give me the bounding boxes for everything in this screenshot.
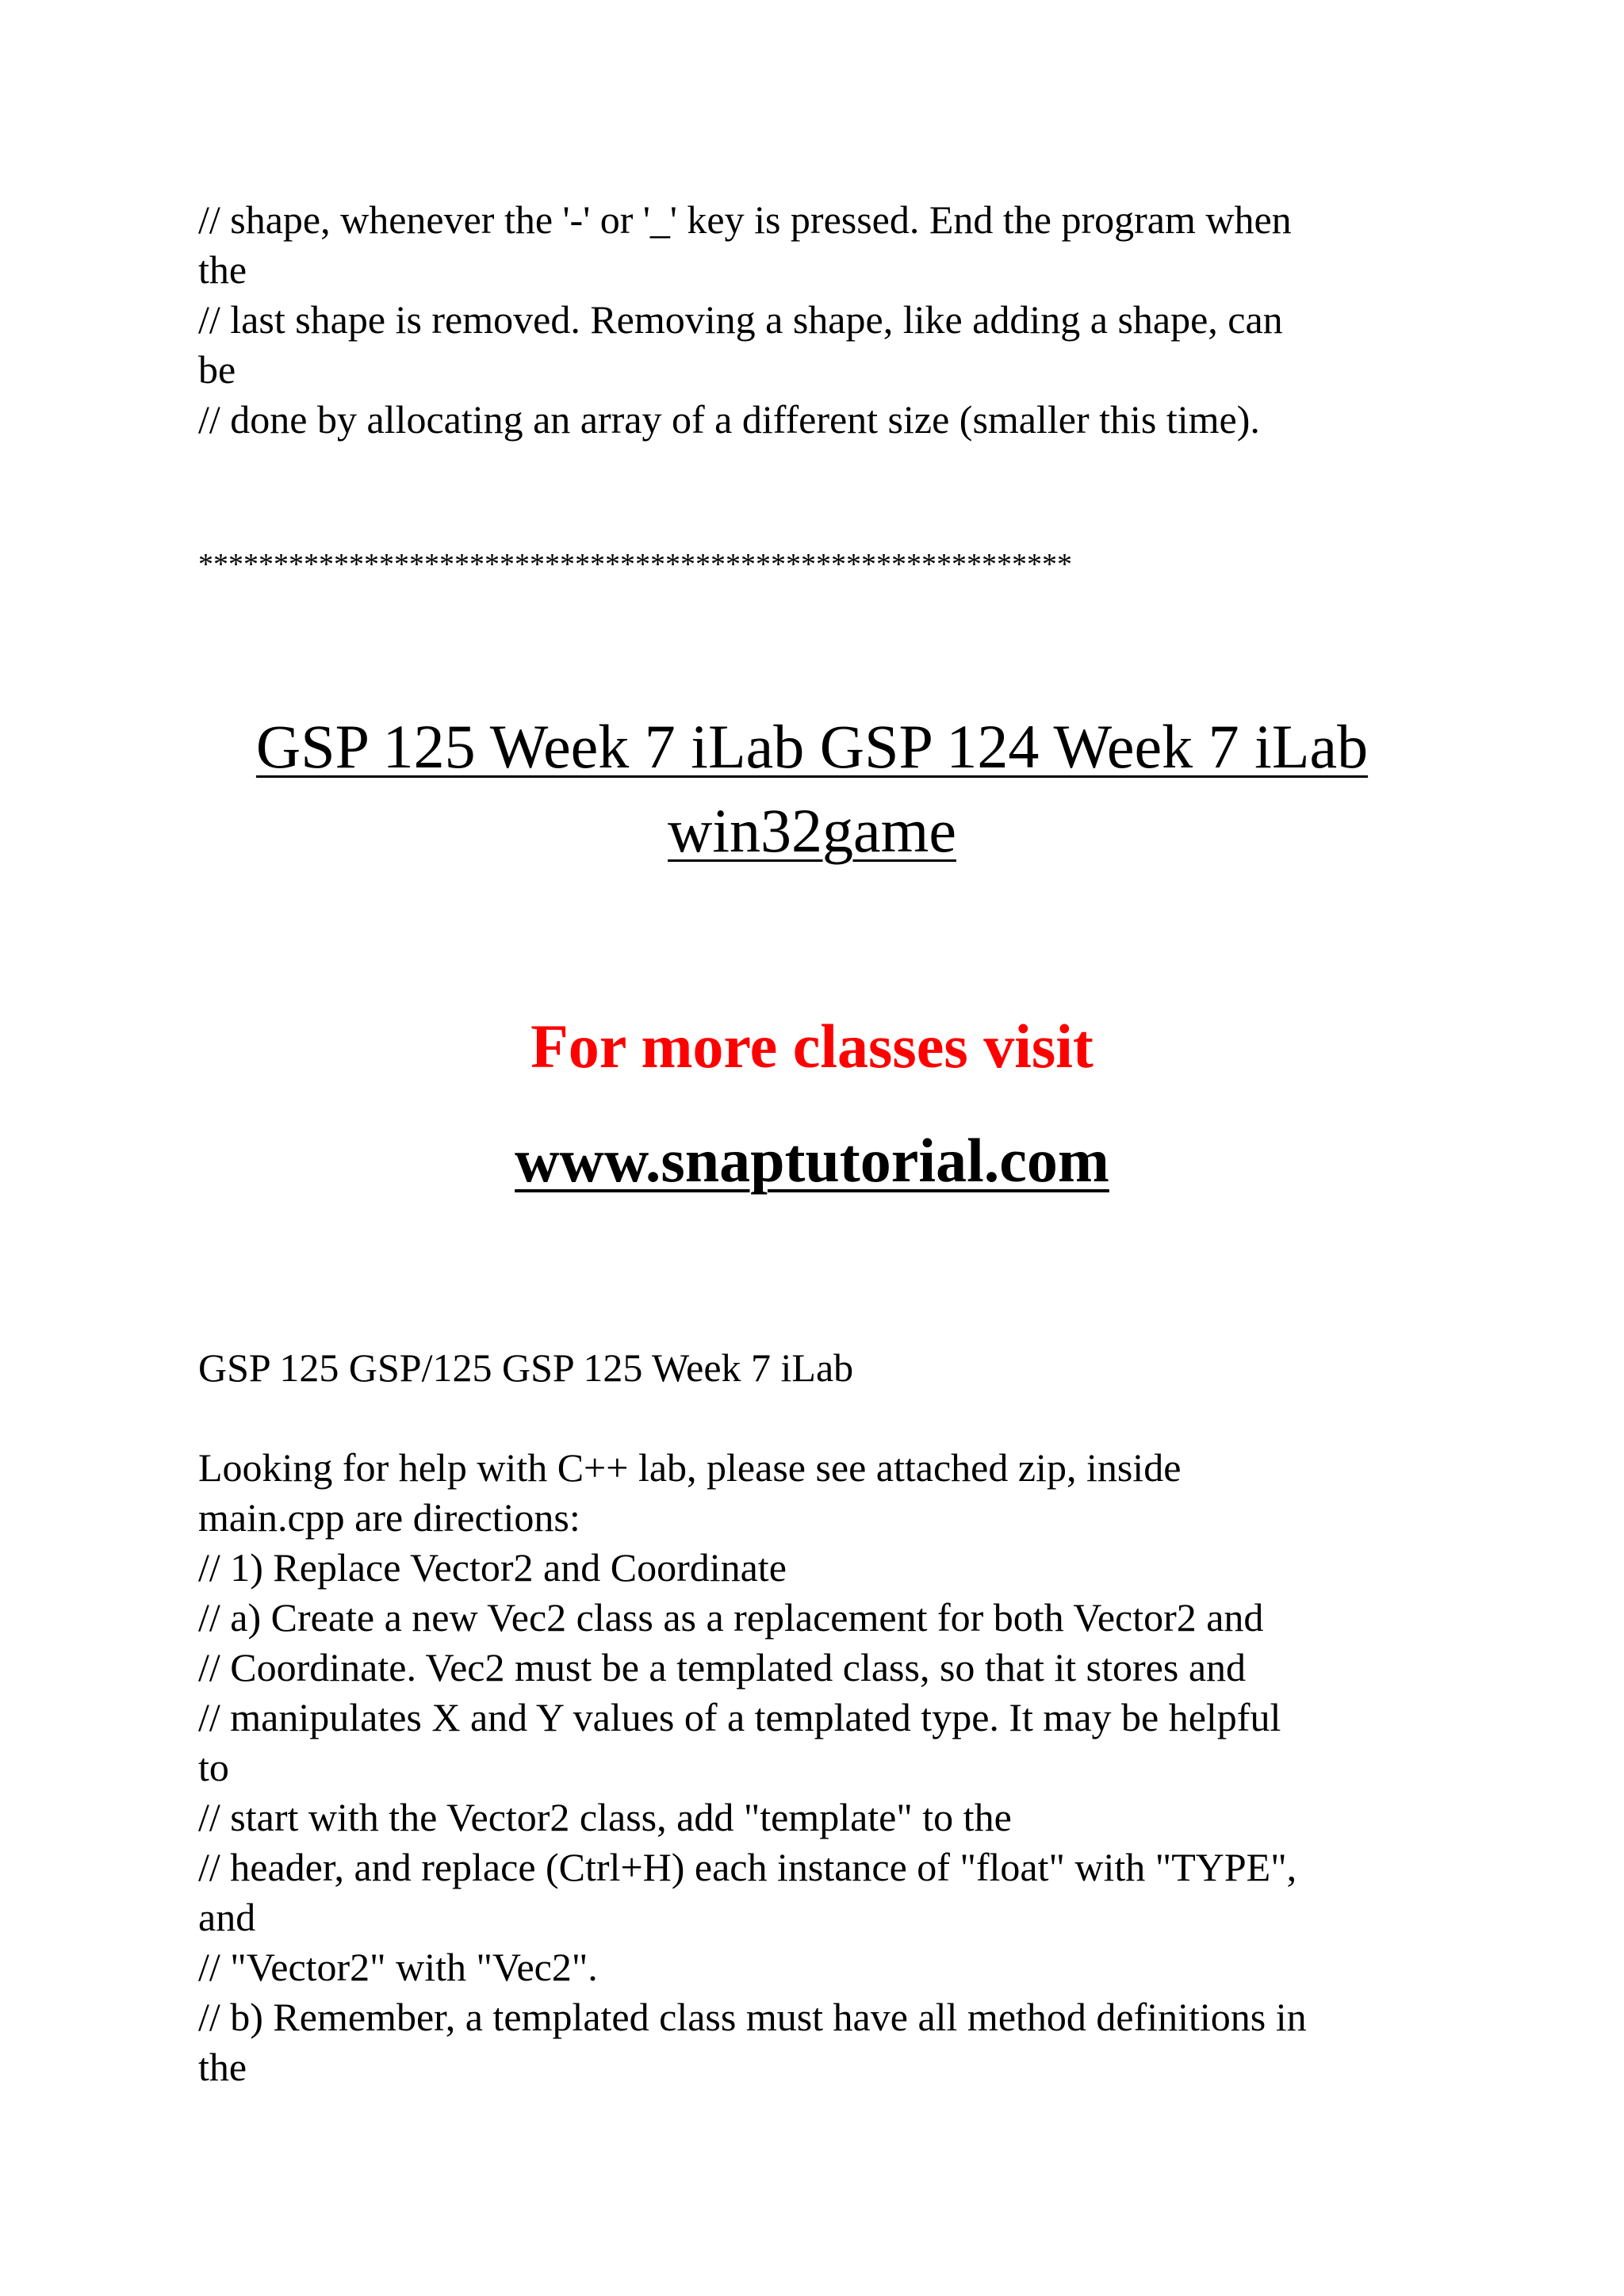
separator-line: ********************************************************** [198, 548, 1072, 581]
text-line: // shape, whenever the '-' or '_' key is pressed. End the program when [198, 197, 1292, 242]
text-line: and [198, 1895, 256, 1939]
text-line: the [198, 247, 247, 292]
text-line: // "Vector2" with "Vec2". [198, 1945, 598, 1989]
text-line: to [198, 1745, 229, 1789]
promo-url-link[interactable]: www.snaptutorial.com [515, 1126, 1109, 1195]
directions-paragraph [198, 1443, 1435, 2092]
title-text: win32game [668, 796, 956, 865]
promo-heading: For more classes visit [530, 1012, 1094, 1081]
text-line: be [198, 347, 236, 392]
promo-url-container [0, 1121, 1624, 1200]
text-line: main.cpp are directions: [198, 1495, 580, 1540]
text-line: GSP 125 GSP/125 GSP 125 Week 7 iLab [198, 1345, 854, 1390]
text-line: Looking for help with C++ lab, please see attached zip, inside [198, 1445, 1182, 1490]
document-title-line-1 [0, 706, 1624, 788]
title-text: GSP 125 Week 7 iLab GSP 124 Week 7 iLab [255, 712, 1369, 781]
text-line: the [198, 2045, 247, 2089]
text-line: // 1) Replace Vector2 and Coordinate [198, 1545, 787, 1590]
intro-paragraph [198, 195, 1435, 445]
document-title-line-2 [0, 790, 1624, 872]
text-line: // last shape is removed. Removing a shape, like adding a shape, can [198, 297, 1283, 342]
course-line [198, 1343, 1435, 1393]
text-line: // start with the Vector2 class, add "template" to the [198, 1795, 1012, 1839]
text-line: // manipulates X and Y values of a templated type. It may be helpful [198, 1695, 1281, 1739]
text-line: // b) Remember, a templated class must have all method definitions in [198, 1995, 1307, 2039]
text-line: // Coordinate. Vec2 must be a templated class, so that it stores and [198, 1645, 1247, 1689]
text-line: // a) Create a new Vec2 class as a replacement for both Vector2 and [198, 1595, 1264, 1640]
text-line: // header, and replace (Ctrl+H) each instance of "float" with "TYPE", [198, 1845, 1297, 1889]
text-line: // done by allocating an array of a different size (smaller this time). [198, 397, 1260, 442]
